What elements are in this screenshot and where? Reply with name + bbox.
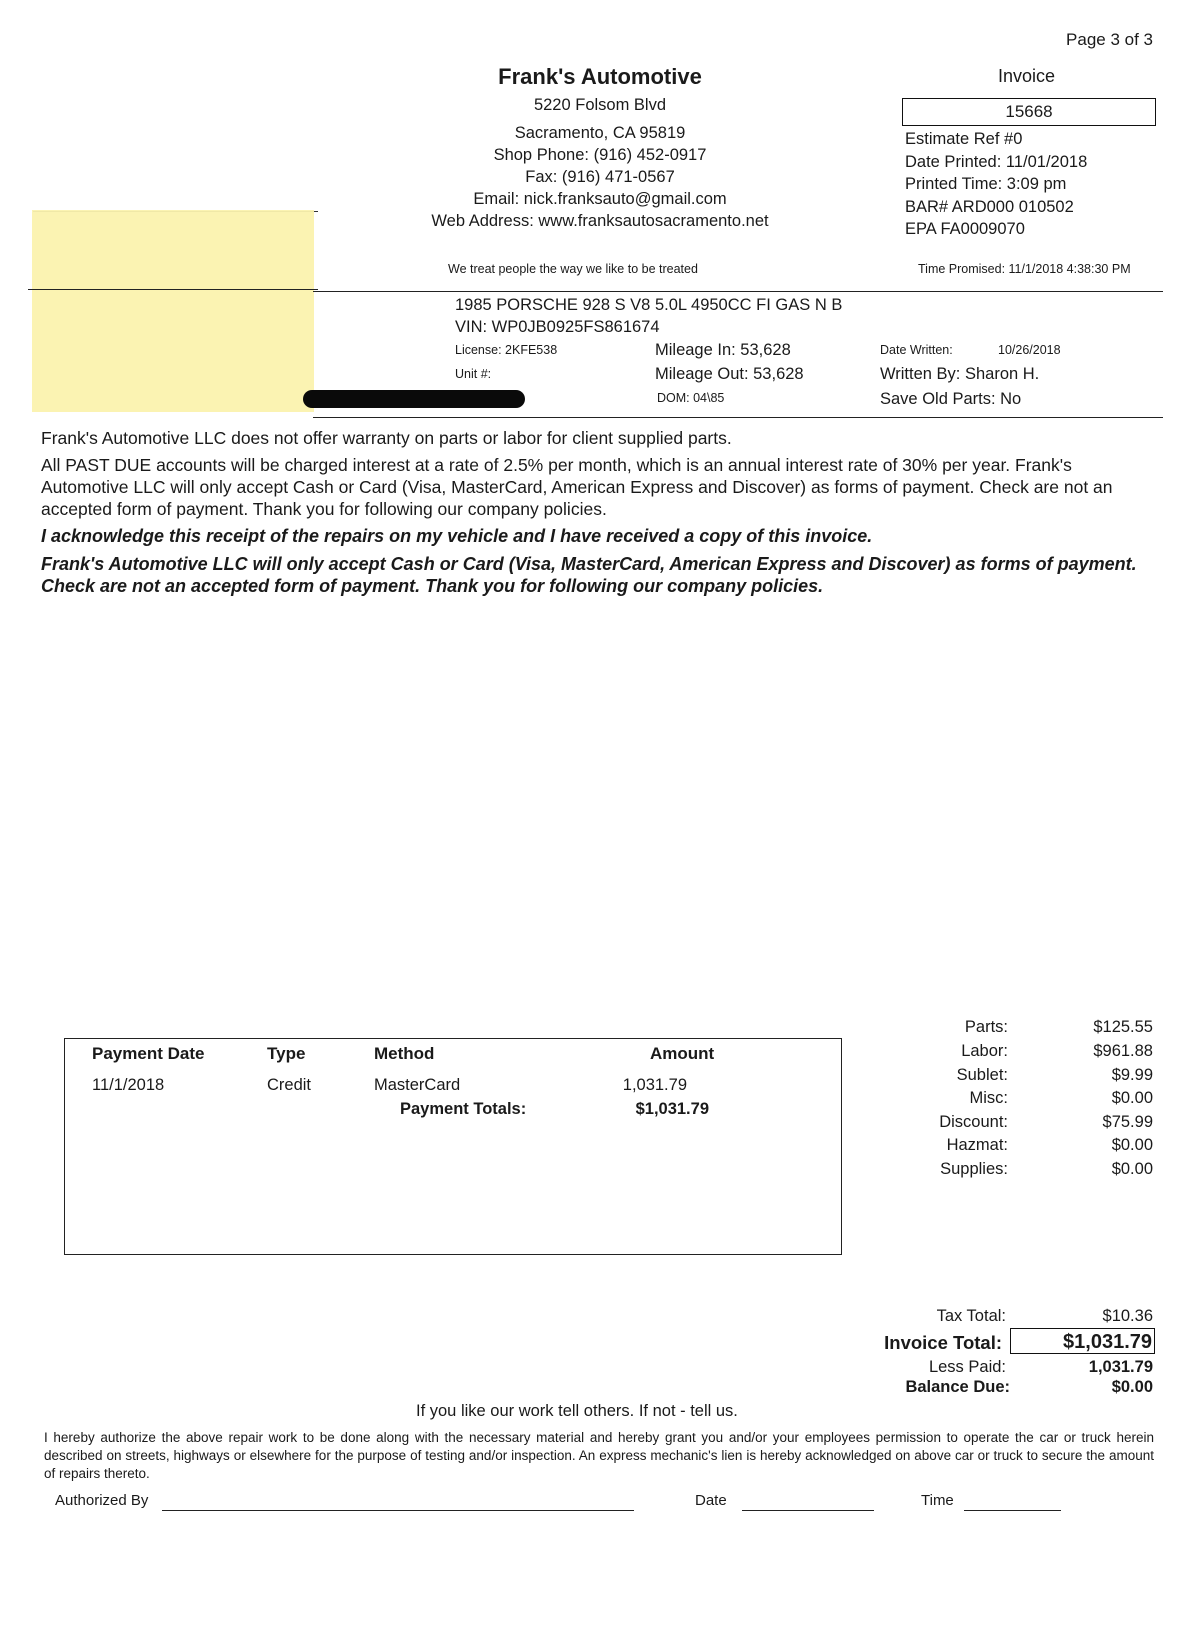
summary-supplies-value: $0.00 [1111, 1160, 1153, 1178]
time-label: Time [921, 1492, 954, 1509]
summary-supplies-label: Supplies: [940, 1160, 1008, 1178]
shop-web: Web Address: www.franksautosacramento.net [431, 212, 769, 230]
date-written-label: Date Written: [880, 343, 953, 357]
sticky-note-redaction [32, 210, 314, 412]
customer-divider-2 [28, 289, 318, 290]
save-old-parts: Save Old Parts: No [880, 390, 1022, 408]
date-printed: Date Printed: 11/01/2018 [905, 152, 1088, 171]
invoice-total-label: Invoice Total: [884, 1332, 1002, 1353]
invoice-info [905, 128, 1087, 241]
summary-labor-value: $961.88 [1093, 1042, 1153, 1060]
date-written: 10/26/2018 [998, 343, 1061, 357]
policy-payment-bold: Frank's Automotive LLC will only accept Cash or Card (Visa, MasterCard, American Express and Discover) as forms of payment. Check are not an accepted form of payment. Thank you for following our company policies. [41, 554, 1137, 596]
payment-row-date: 11/1/2018 [92, 1076, 165, 1094]
written-by: Written By: Sharon H. [880, 365, 1040, 383]
summary-discount-value: $75.99 [1102, 1113, 1153, 1131]
printed-time: Printed Time: 3:09 pm [905, 175, 1067, 193]
summary-hazmat-value: $0.00 [1111, 1136, 1153, 1154]
summary-sublet-label: Sublet: [956, 1066, 1008, 1084]
invoice-title: Invoice [998, 66, 1056, 86]
header-amount: Amount [650, 1044, 715, 1063]
time-line[interactable] [964, 1510, 1061, 1511]
shop-header [390, 64, 810, 232]
header-type: Type [267, 1044, 306, 1063]
payment-row-amount: 1,031.79 [622, 1076, 687, 1094]
header-method: Method [374, 1044, 435, 1063]
summary-parts-value: $125.55 [1093, 1018, 1153, 1036]
shop-slogan: We treat people the way we like to be treated [448, 262, 698, 276]
summary-parts-label: Parts: [964, 1018, 1008, 1036]
balance-due-label: Balance Due: [905, 1378, 1010, 1396]
summary-sublet-value: $9.99 [1111, 1066, 1153, 1084]
vehicle-top-rule [313, 291, 1163, 292]
summary-misc-label: Misc: [969, 1089, 1008, 1107]
mileage-out: Mileage Out: 53,628 [655, 365, 804, 383]
summary-misc-value: $0.00 [1111, 1089, 1153, 1107]
balance-due-value: $0.00 [1111, 1378, 1153, 1396]
acknowledgement: I acknowledge this receipt of the repairs on my vehicle and I have received a copy of this invoice. [41, 526, 873, 546]
header-payment-date: Payment Date [92, 1044, 205, 1063]
payment-totals-label: Payment Totals: [400, 1100, 527, 1118]
date-line[interactable] [742, 1510, 874, 1511]
vehicle-unit: Unit #: [455, 367, 492, 381]
epa-number: EPA FA0009070 [905, 220, 1025, 238]
vehicle-bottom-rule [313, 417, 1163, 418]
date-label: Date [695, 1492, 727, 1509]
shop-name: Frank's Automotive [498, 64, 702, 89]
shop-fax: Fax: (916) 471-0567 [525, 168, 675, 186]
shop-phone: Shop Phone: (916) 452-0917 [493, 146, 707, 164]
estimate-ref: Estimate Ref #0 [905, 130, 1023, 148]
summary-discount-label: Discount: [939, 1113, 1008, 1131]
policy-section [41, 427, 1161, 597]
time-promised: Time Promised: 11/1/2018 4:38:30 PM [918, 262, 1131, 276]
policy-warranty: Frank's Automotive LLC does not offer warranty on parts or labor for client supplied parts. [41, 428, 732, 448]
authorized-by-label: Authorized By [55, 1492, 149, 1509]
payment-totals-value: $1,031.79 [635, 1100, 709, 1118]
invoice-number: 15668 [902, 98, 1156, 126]
shop-email: Email: nick.franksauto@gmail.com [473, 190, 727, 208]
invoice-total-value: $1,031.79 [1010, 1328, 1155, 1354]
footer-tagline: If you like our work tell others. If not - tell us. [416, 1402, 738, 1420]
bar-number: BAR# ARD000 010502 [905, 197, 1074, 216]
redaction-bar [303, 390, 525, 408]
vehicle-dom: DOM: 04\85 [657, 391, 725, 405]
tax-total-value: $10.36 [1102, 1307, 1153, 1325]
payment-row-method: MasterCard [374, 1076, 461, 1094]
vehicle-license: License: 2KFE538 [455, 343, 558, 357]
shop-address-2: Sacramento, CA 95819 [514, 124, 686, 142]
payment-row-type: Credit [267, 1076, 312, 1094]
authorized-by-line[interactable] [162, 1510, 634, 1511]
vehicle-vin: VIN: WP0JB0925FS861674 [455, 318, 660, 336]
policy-past-due: All PAST DUE accounts will be charged interest at a rate of 2.5% per month, which is an annual interest rate of 30% per year. Frank's Automotive LLC will only accept Cash or Card (Visa, MasterCard, American Express and Discover) as forms of payment. Check are not an accepted form of payment. Thank you for following our company policies. [41, 455, 1113, 519]
payment-table [64, 1038, 842, 1255]
vehicle-description: 1985 PORSCHE 928 S V8 5.0L 4950CC FI GAS N B [455, 296, 843, 314]
less-paid-label: Less Paid: [928, 1358, 1006, 1376]
authorization-text: I hereby authorize the above repair work to be done along with the necessary material and hereby grant you and/or your employees permission to operate the car or truck herein described on streets, highways or elsewhere for the purpose of testing and/or inspection. An express mechanic's lien is hereby acknowledged on above car or truck to secure the amount of repairs thereto. [44, 1430, 1154, 1481]
less-paid-value: 1,031.79 [1088, 1358, 1153, 1376]
summary-hazmat-label: Hazmat: [946, 1136, 1008, 1154]
page-number: Page 3 of 3 [1066, 30, 1153, 49]
summary-labor-label: Labor: [961, 1042, 1008, 1060]
shop-address-1: 5220 Folsom Blvd [533, 96, 667, 114]
tax-total-label: Tax Total: [936, 1307, 1006, 1325]
mileage-in: Mileage In: 53,628 [655, 341, 791, 359]
